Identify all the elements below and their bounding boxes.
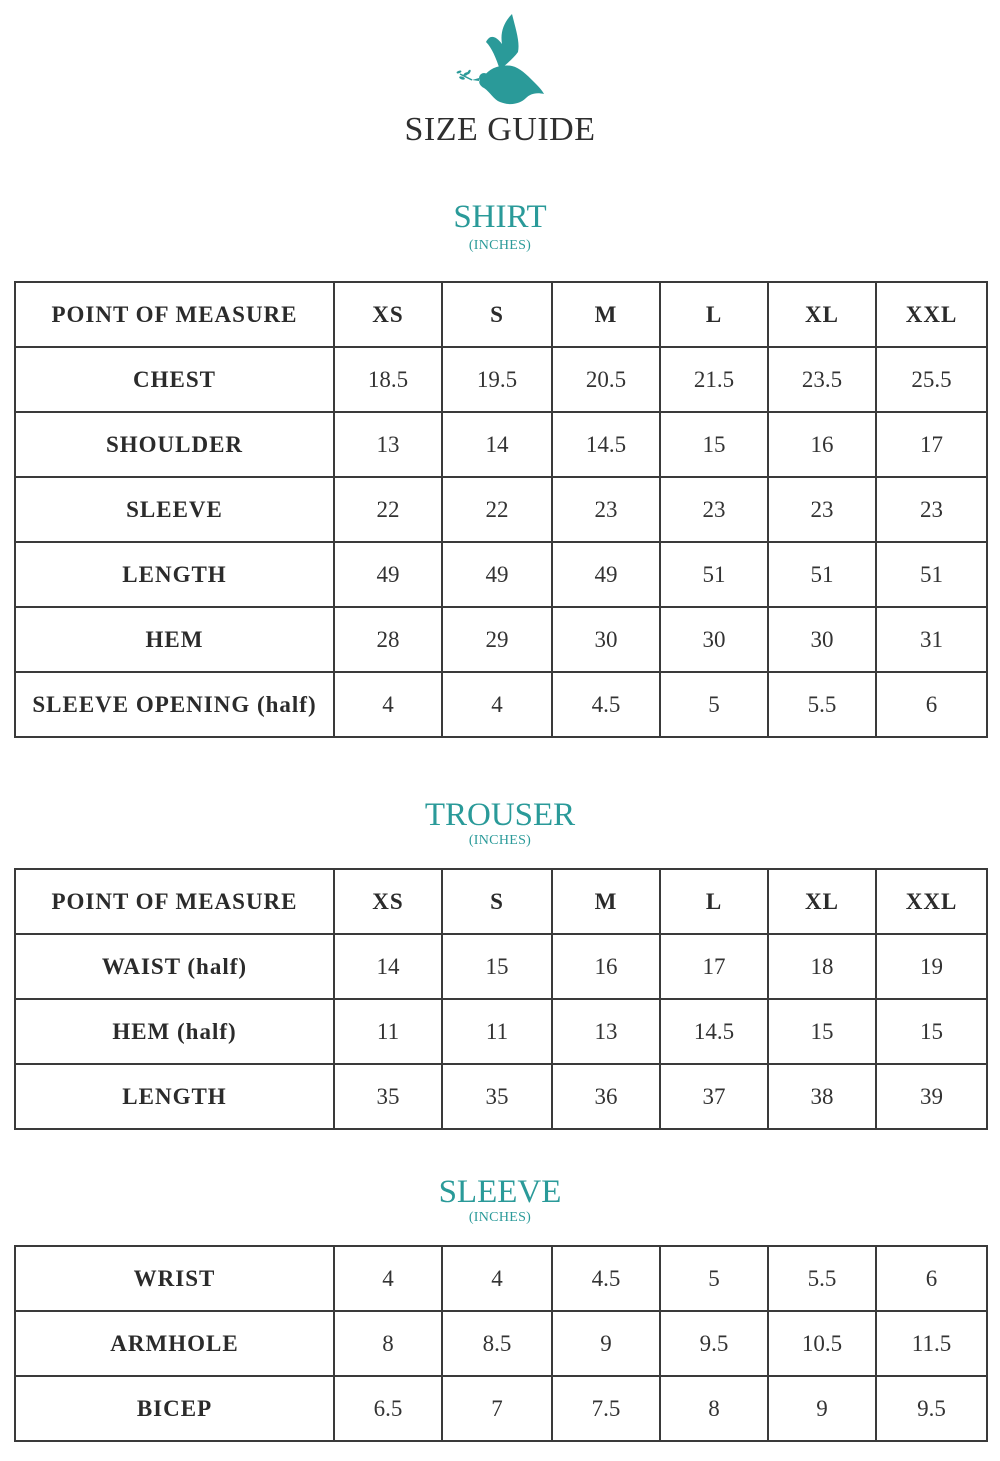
table-cell: 23 <box>768 477 876 542</box>
column-header: S <box>442 869 552 934</box>
table-cell: 7 <box>442 1376 552 1441</box>
column-header: L <box>660 869 768 934</box>
table-cell: 9 <box>768 1376 876 1441</box>
row-label: BICEP <box>15 1376 334 1441</box>
table-row <box>15 1311 987 1376</box>
shirt-section-title: SHIRT <box>453 199 547 235</box>
column-header: POINT OF MEASURE <box>15 282 334 347</box>
dove-logo-icon <box>456 12 548 112</box>
table-cell: 8 <box>660 1376 768 1441</box>
table-cell: 23 <box>552 477 660 542</box>
table-cell: 5 <box>660 672 768 737</box>
table-cell: 23 <box>876 477 987 542</box>
table-row <box>15 607 987 672</box>
table-cell: 9 <box>552 1311 660 1376</box>
column-header: XS <box>334 282 442 347</box>
row-label: LENGTH <box>15 542 334 607</box>
sleeve-section-title: SLEEVE <box>438 1174 562 1210</box>
row-label: WRIST <box>15 1246 334 1311</box>
row-label: ARMHOLE <box>15 1311 334 1376</box>
column-header: L <box>660 282 768 347</box>
table-cell: 19 <box>876 934 987 999</box>
table-cell: 7.5 <box>552 1376 660 1441</box>
column-header: S <box>442 282 552 347</box>
table-cell: 14.5 <box>660 999 768 1064</box>
table-cell: 15 <box>660 412 768 477</box>
column-header: POINT OF MEASURE <box>15 869 334 934</box>
row-label: SLEEVE OPENING (half) <box>15 672 334 737</box>
column-header: XL <box>768 869 876 934</box>
table-row <box>15 1064 987 1129</box>
table-cell: 16 <box>552 934 660 999</box>
shirt-unit-label: (INCHES) <box>468 238 532 253</box>
row-label: HEM (half) <box>15 999 334 1064</box>
table-cell: 18.5 <box>334 347 442 412</box>
table-cell: 6.5 <box>334 1376 442 1441</box>
table-cell: 29 <box>442 607 552 672</box>
table-cell: 28 <box>334 607 442 672</box>
table-cell: 30 <box>552 607 660 672</box>
table-cell: 4 <box>442 1246 552 1311</box>
row-label: SHOULDER <box>15 412 334 477</box>
table-header-row <box>15 869 987 934</box>
table-cell: 4.5 <box>552 672 660 737</box>
table-cell: 36 <box>552 1064 660 1129</box>
trouser-size-table <box>14 868 988 1130</box>
table-cell: 8 <box>334 1311 442 1376</box>
table-cell: 11 <box>334 999 442 1064</box>
table-cell: 51 <box>768 542 876 607</box>
table-cell: 13 <box>552 999 660 1064</box>
trouser-unit-label: (INCHES) <box>468 833 532 848</box>
column-header: M <box>552 282 660 347</box>
table-cell: 5.5 <box>768 672 876 737</box>
table-row <box>15 1376 987 1441</box>
table-cell: 16 <box>768 412 876 477</box>
table-cell: 17 <box>660 934 768 999</box>
table-cell: 49 <box>442 542 552 607</box>
row-label: SLEEVE <box>15 477 334 542</box>
table-cell: 49 <box>334 542 442 607</box>
sleeve-size-table <box>14 1245 988 1442</box>
table-cell: 23 <box>660 477 768 542</box>
table-cell: 6 <box>876 672 987 737</box>
table-cell: 31 <box>876 607 987 672</box>
table-cell: 13 <box>334 412 442 477</box>
table-cell: 9.5 <box>876 1376 987 1441</box>
table-row <box>15 934 987 999</box>
table-cell: 10.5 <box>768 1311 876 1376</box>
table-cell: 49 <box>552 542 660 607</box>
table-cell: 15 <box>768 999 876 1064</box>
column-header: M <box>552 869 660 934</box>
trouser-section-title: TROUSER <box>424 797 576 833</box>
column-header: XL <box>768 282 876 347</box>
column-header: XXL <box>876 282 987 347</box>
table-cell: 51 <box>660 542 768 607</box>
page-title: SIZE GUIDE <box>404 111 596 148</box>
table-cell: 30 <box>768 607 876 672</box>
table-cell: 11.5 <box>876 1311 987 1376</box>
table-cell: 35 <box>442 1064 552 1129</box>
row-label: WAIST (half) <box>15 934 334 999</box>
table-row <box>15 477 987 542</box>
table-cell: 21.5 <box>660 347 768 412</box>
table-row <box>15 1246 987 1311</box>
table-cell: 18 <box>768 934 876 999</box>
table-cell: 25.5 <box>876 347 987 412</box>
table-cell: 14 <box>334 934 442 999</box>
table-cell: 4 <box>442 672 552 737</box>
sleeve-unit-label: (INCHES) <box>468 1210 532 1225</box>
table-cell: 14 <box>442 412 552 477</box>
table-cell: 20.5 <box>552 347 660 412</box>
table-cell: 5 <box>660 1246 768 1311</box>
row-label: HEM <box>15 607 334 672</box>
table-cell: 17 <box>876 412 987 477</box>
table-cell: 38 <box>768 1064 876 1129</box>
table-row <box>15 542 987 607</box>
table-cell: 14.5 <box>552 412 660 477</box>
table-cell: 30 <box>660 607 768 672</box>
table-cell: 39 <box>876 1064 987 1129</box>
table-cell: 35 <box>334 1064 442 1129</box>
table-cell: 15 <box>876 999 987 1064</box>
column-header: XS <box>334 869 442 934</box>
row-label: LENGTH <box>15 1064 334 1129</box>
table-header-row <box>15 282 987 347</box>
table-cell: 9.5 <box>660 1311 768 1376</box>
table-cell: 11 <box>442 999 552 1064</box>
table-cell: 4 <box>334 672 442 737</box>
table-cell: 6 <box>876 1246 987 1311</box>
table-row <box>15 999 987 1064</box>
table-cell: 19.5 <box>442 347 552 412</box>
table-row <box>15 347 987 412</box>
table-cell: 37 <box>660 1064 768 1129</box>
table-cell: 22 <box>442 477 552 542</box>
table-cell: 4.5 <box>552 1246 660 1311</box>
table-cell: 15 <box>442 934 552 999</box>
table-cell: 22 <box>334 477 442 542</box>
shirt-size-table <box>14 281 988 738</box>
table-row <box>15 412 987 477</box>
table-cell: 51 <box>876 542 987 607</box>
table-row <box>15 672 987 737</box>
table-cell: 4 <box>334 1246 442 1311</box>
table-cell: 5.5 <box>768 1246 876 1311</box>
table-cell: 23.5 <box>768 347 876 412</box>
column-header: XXL <box>876 869 987 934</box>
row-label: CHEST <box>15 347 334 412</box>
table-cell: 8.5 <box>442 1311 552 1376</box>
